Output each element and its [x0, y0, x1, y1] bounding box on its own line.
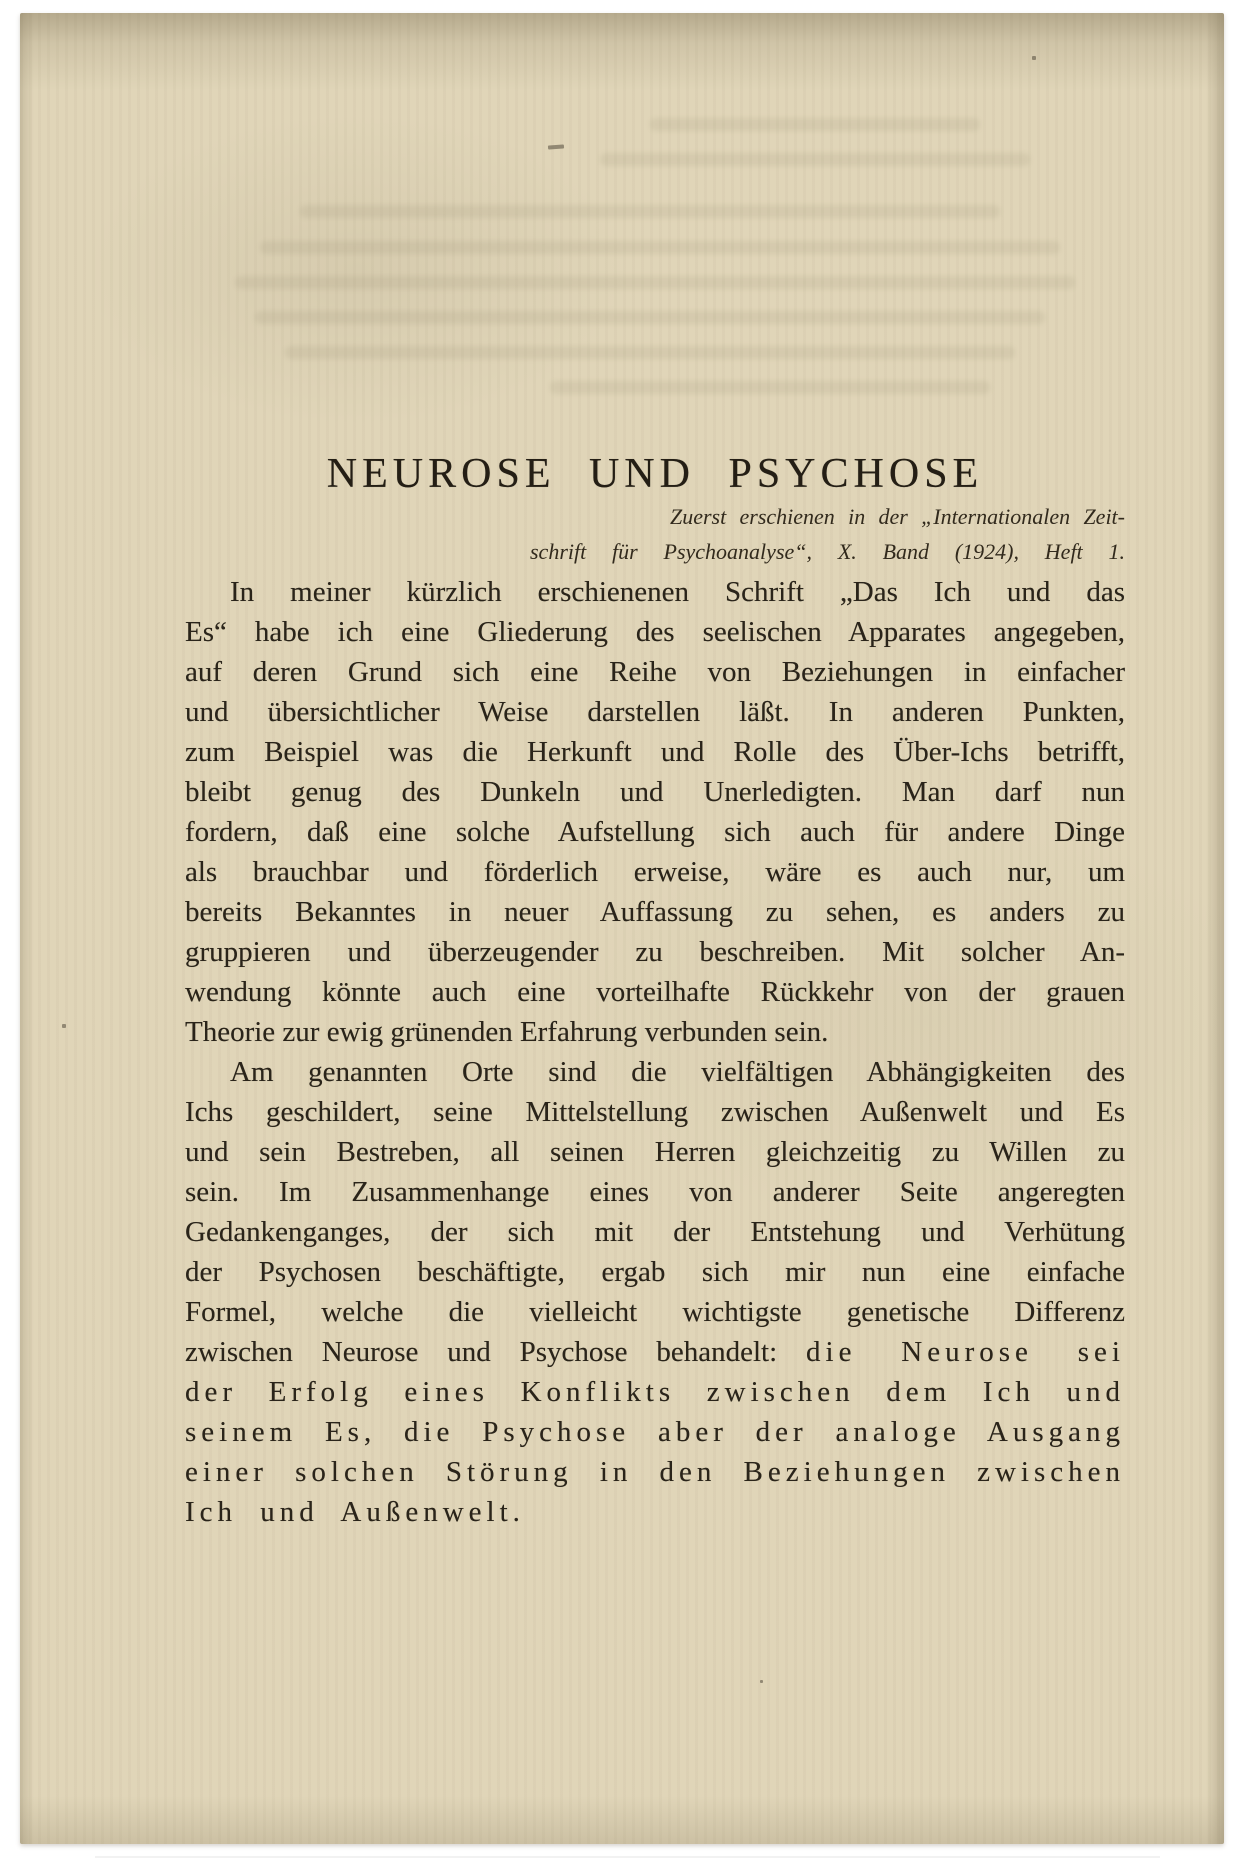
text-line: [185, 1012, 1125, 1052]
citation-line: Zuerst erschienen in der „Internationalen Zeit-: [670, 504, 1125, 529]
emphasized-text: einer solchen Störung in den Beziehungen zwischen: [185, 1456, 1125, 1488]
text-segment: zum Beispiel was die Herkunft und Rolle des Über-Ichs betrifft,: [185, 736, 1125, 768]
text-segment: als brauchbar und förderlich erweise, wäre es auch nur, um: [185, 856, 1125, 888]
paragraph: [185, 1052, 1125, 1532]
paragraph: [185, 572, 1125, 1052]
text-segment: sein. Im Zusammenhange eines von anderer Seite angeregten: [185, 1176, 1125, 1208]
text-line: [185, 1332, 1125, 1372]
text-segment: Ichs geschildert, seine Mittelstellung zwischen Außenwelt und Es: [185, 1096, 1125, 1128]
text-line: [185, 1292, 1125, 1332]
ink-speck: [1032, 56, 1036, 60]
text-segment: Formel, welche die vielleicht wichtigste genetische Differenz: [185, 1296, 1125, 1328]
emphasized-text: der Erfolg eines Konflikts zwischen dem Ich und: [185, 1376, 1125, 1408]
text-line: [185, 1412, 1125, 1452]
text-line: [185, 1092, 1125, 1132]
text-line: [185, 1372, 1125, 1412]
text-line: [185, 1052, 1125, 1092]
text-line: [185, 772, 1125, 812]
bleed-through-artifact: [260, 241, 1060, 254]
text-line: [185, 612, 1125, 652]
text-segment: auf deren Grund sich eine Reihe von Beziehungen in einfacher: [185, 656, 1125, 688]
text-segment: Gedankenganges, der sich mit der Entstehung und Verhütung: [185, 1216, 1125, 1248]
ink-speck: [760, 1680, 763, 1683]
text-segment: bereits Bekanntes in neuer Auffassung zu sehen, es anders zu: [185, 896, 1125, 928]
text-segment: fordern, daß eine solche Aufstellung sich auch für andere Dinge: [185, 816, 1125, 848]
citation: [530, 499, 1125, 569]
scan-shadow-line: [95, 1856, 1160, 1858]
bleed-through-artifact: [285, 346, 1015, 359]
text-line: [185, 892, 1125, 932]
bleed-through-artifact: [300, 205, 1000, 218]
text-line: [185, 812, 1125, 852]
text-line: [185, 1252, 1125, 1292]
text-line: [185, 1132, 1125, 1172]
ink-speck: [62, 1024, 66, 1028]
text-segment: und übersichtlicher Weise darstellen läßt. In anderen Punkten,: [185, 696, 1125, 728]
text-line: [185, 1212, 1125, 1252]
text-line: [185, 652, 1125, 692]
text-segment: und sein Bestreben, all seinen Herren gleichzeitig zu Willen zu: [185, 1136, 1125, 1168]
emphasized-text: Ich und Außenwelt.: [185, 1496, 525, 1528]
text-line: [185, 852, 1125, 892]
text-segment: wendung könnte auch eine vorteilhafte Rückkehr von der grauen: [185, 976, 1125, 1008]
emphasized-text: die Neurose sei: [806, 1336, 1125, 1368]
text-segment: In meiner kürzlich erschienenen Schrift „Das Ich und das: [230, 576, 1125, 608]
bleed-through-artifact: [600, 153, 1030, 166]
bleed-through-artifact: [255, 311, 1045, 324]
text-line: [185, 1492, 1125, 1532]
text-segment: Es“ habe ich eine Gliederung des seelischen Apparates angegeben,: [185, 616, 1125, 648]
text-segment: der Psychosen beschäftigte, ergab sich mir nun eine einfache: [185, 1256, 1125, 1288]
text-segment: gruppieren und überzeugender zu beschreiben. Mit solcher An-: [185, 936, 1125, 968]
text-line: [185, 572, 1125, 612]
text-line: [185, 932, 1125, 972]
text-segment: bleibt genug des Dunkeln und Unerledigten. Man darf nun: [185, 776, 1125, 808]
citation-line: schrift für Psychoanalyse“, X. Band (1924), Heft 1.: [530, 539, 1125, 564]
bleed-through-artifact: [550, 381, 990, 394]
page-title: NEUROSE UND PSYCHOSE: [326, 451, 984, 497]
emphasized-text: seinem Es, die Psychose aber der analoge Ausgang: [185, 1416, 1125, 1448]
bleed-through-artifact: [650, 118, 980, 131]
text-segment: zwischen Neurose und Psychose behandelt:: [185, 1336, 807, 1368]
text-line: [185, 1452, 1125, 1492]
text-line: [185, 732, 1125, 772]
text-line: [185, 1172, 1125, 1212]
text-line: [185, 972, 1125, 1012]
text-line: [185, 692, 1125, 732]
bleed-through-artifact: [235, 276, 1075, 289]
text-segment: Theorie zur ewig grünenden Erfahrung verbunden sein.: [185, 1016, 829, 1048]
text-segment: Am genannten Orte sind die vielfältigen Abhängigkeiten des: [230, 1056, 1125, 1088]
body-text: [185, 572, 1125, 1532]
